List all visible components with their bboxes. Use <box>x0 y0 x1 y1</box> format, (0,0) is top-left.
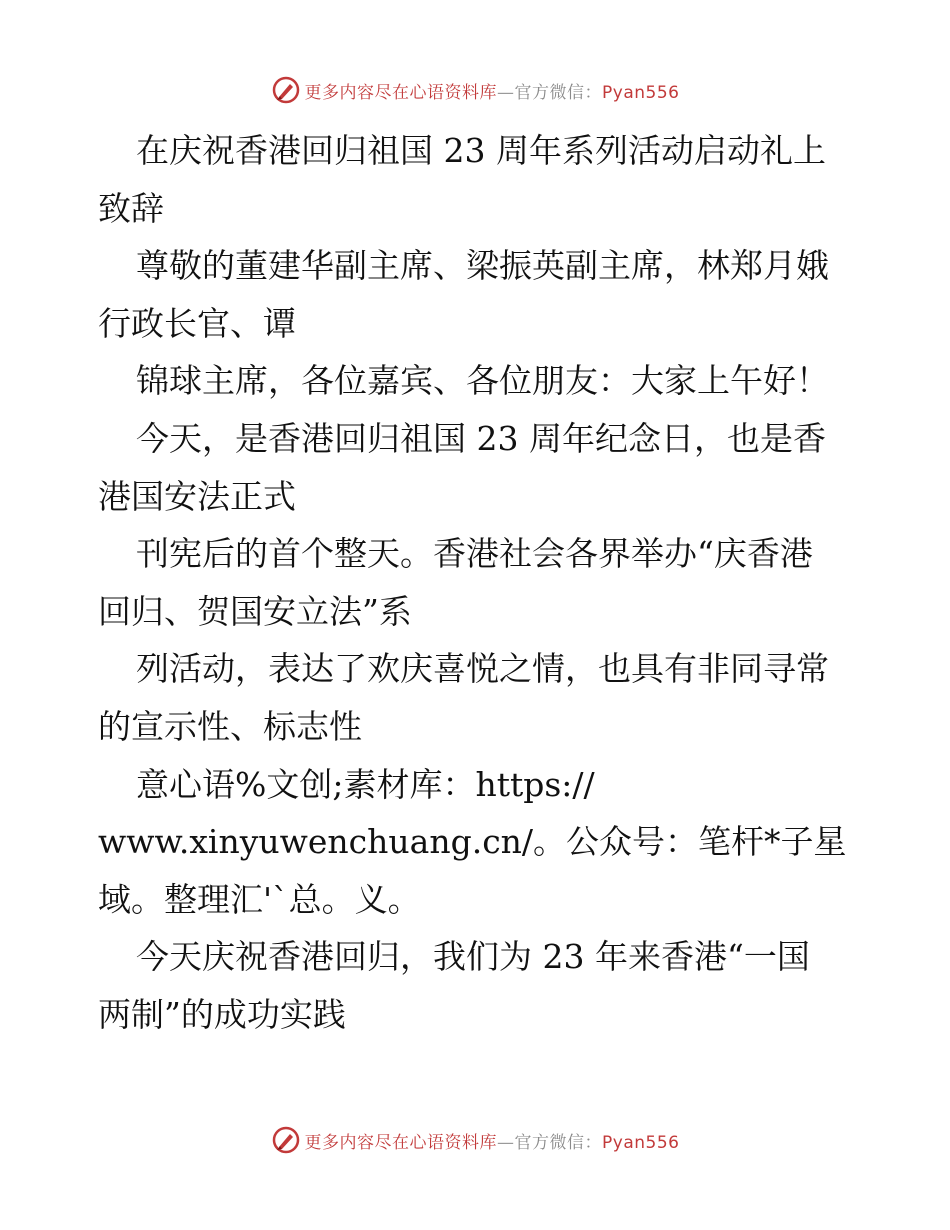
banner-wechat-id: Pyan556 <box>602 82 680 103</box>
doc-line: 意心语%文创;素材库：https:// <box>136 764 595 804</box>
banner-separator: — <box>497 82 515 103</box>
doc-line: 在庆祝香港回归祖国 23 周年系列活动启动礼上 <box>136 131 826 170</box>
doc-line: 今天庆祝香港回归，我们为 23 年来香港“一国 <box>136 937 810 977</box>
banner-separator: — <box>497 1132 515 1153</box>
footer-banner <box>0 1123 950 1157</box>
doc-line: 域。整理汇'`总。义。 <box>98 879 421 919</box>
banner-wechat-id: Pyan556 <box>602 1132 680 1153</box>
doc-line: 今天，是香港回归祖国 23 周年纪念日，也是香 <box>136 418 826 458</box>
doc-line: 列活动，表达了欢庆喜悦之情，也具有非同寻常 <box>136 649 829 689</box>
doc-line: 两制”的成功实践 <box>98 994 346 1034</box>
banner-wechat-label: 官方微信： <box>514 1132 603 1153</box>
doc-line: 锦球主席，各位嘉宾、各位朋友：大家上午好！ <box>136 361 829 401</box>
doc-line: 回归、贺国安立法”系 <box>98 591 412 631</box>
header-banner <box>0 73 950 107</box>
doc-line: 港国安法正式 <box>98 476 296 516</box>
doc-line: 行政长官、谭 <box>98 303 296 343</box>
doc-line: 的宣示性、标志性 <box>98 706 362 746</box>
banner-wechat-label: 官方微信： <box>514 82 603 103</box>
doc-line: 致辞 <box>98 188 164 228</box>
doc-line: 刊宪后的首个整天。香港社会各界举办“庆香港 <box>136 534 813 574</box>
pen-logo-icon <box>271 1125 301 1155</box>
doc-line: www.xinyuwenchuang.cn/。公众号：笔杆*子星 <box>98 822 847 862</box>
banner-title: 更多内容尽在心语资料库 <box>304 1132 498 1153</box>
banner-title: 更多内容尽在心语资料库 <box>304 82 498 103</box>
doc-line: 尊敬的董建华副主席、梁振英副主席，林郑月娥 <box>136 246 829 286</box>
document-body <box>98 122 858 1044</box>
pen-logo-icon <box>271 75 301 105</box>
